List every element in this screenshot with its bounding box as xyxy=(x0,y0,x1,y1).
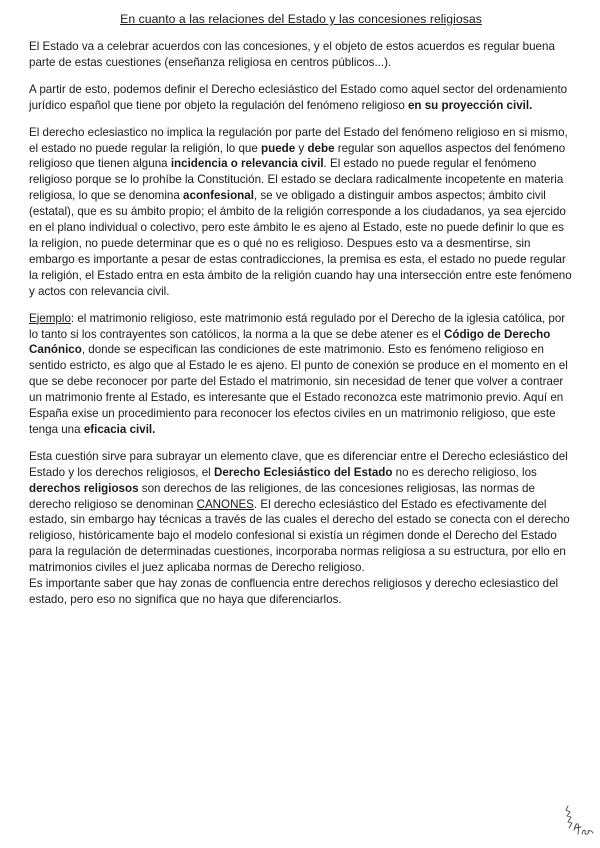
text-run: no es derecho religioso, los xyxy=(392,465,537,479)
paragraph-diferenciar xyxy=(29,449,573,576)
text-run: , donde se especifican las condiciones de este matrimonio. Esto es fenómeno religioso en sentido estricto, es algo que al Estado le es ajeno. El punto de conexión se produce en el momento en el que se debe reconocer por parte del Estado el matrimonio, sin necesidad de tener que volver a contraer un matrimonio frente al Estado, es interesante que el Estado reconozca este matrimonio previo. Aquí en España exise un procedimiento para reconocer los efectos civiles en un matrimonio religioso, que este tenga una xyxy=(29,343,568,436)
bold-eficacia-civil: eficacia civil. xyxy=(83,422,156,436)
text-run: regular son aquellos aspectos del fenómeno religioso que tienen alguna xyxy=(29,141,566,171)
bold-codigo-canonico: Código de Derecho Canónico xyxy=(29,327,551,357)
underline-ejemplo: Ejemplo xyxy=(29,311,71,325)
text-run: y xyxy=(295,141,308,155)
bold-debe: debe xyxy=(307,141,335,155)
text-run: : el matrimonio religioso, este matrimonio está regulado por el Derecho de la iglesia católica, por lo tanto si los contrayentes son católicos, la norma a la que se debe atener es el xyxy=(29,311,566,341)
bold-aconfesional: aconfesional xyxy=(183,189,254,203)
underline-canones: CANONES xyxy=(196,497,254,511)
text-run: , se ve obligado a distinguir ambos aspectos; ámbito civil (estatal), que es su ámbito propio; el ámbito de la religión corresponde a los ciudadanos, ya sea ejercido en el plano individual o colectivo, pero este ámbito le es ajeno al Estado, este no puede definir lo que es la religion, no puede determinar que es o qué no es religioso. Despues esto va a desmentirse, sin embargo es importante a pesar de estas contradicciones, la premisa es esta, el estado no puede regular la religión, el Estado entra en esta ámbito de la religión cuando hay una intersección entre este fenómeno y actos con relevancia civil. xyxy=(29,189,572,298)
document-title: En cuanto a las relaciones del Estado y las concesiones religiosas xyxy=(120,12,482,26)
signature-icon xyxy=(562,800,596,840)
paragraph-acuerdos: El Estado va a celebrar acuerdos con las concesiones, y el objeto de estos acuerdos es regular buena parte de estas cuestiones (enseñanza religiosa en centros públicos...). xyxy=(29,40,555,69)
text-run: son derechos de las religiones, de las concesiones religiosas, las normas de derecho religioso se denominan xyxy=(29,481,535,511)
paragraph-confluencia: Es importante saber que hay zonas de confluencia entre derechos religiosos y derecho eclesiastico del estado, pero eso no significa que no haya que diferenciarlos. xyxy=(29,577,559,606)
paragraph-regulacion xyxy=(29,125,573,300)
text-run: Esta cuestión sirve para subrayar un elemento clave, que es diferenciar entre el Derecho eclesiástico del Estado y los derechos religiosos, el xyxy=(29,449,568,479)
text-run: El derecho eclesiastico no implica la regulación por parte del Estado del fenómeno religioso en si mismo, el estado no puede regular la religión, lo que xyxy=(29,125,568,155)
paragraph-ejemplo xyxy=(29,311,573,438)
bold-proyeccion-civil: en su proyección civil. xyxy=(407,98,533,112)
document-page xyxy=(29,12,573,619)
text-run: A partir de esto, podemos definir el Derecho eclesiástico del Estado como aquel sector del ordenamiento jurídico español que tiene por objeto la regulación del fenómeno religioso xyxy=(29,82,568,112)
bold-derechos-religiosos: derechos religiosos xyxy=(29,481,139,495)
paragraph-definicion xyxy=(29,82,573,114)
bold-derecho-eclesiastico: Derecho Eclesiástico del Estado xyxy=(213,465,393,479)
bold-incidencia: incidencia o relevancia civil xyxy=(170,157,324,171)
bold-puede: puede xyxy=(261,141,296,155)
text-run: . El estado no puede regular el fenómeno religioso porque se lo prohíbe la Constitución. El estado se declara radicalmente incopetente en materia religiosa, lo que se denomina xyxy=(29,157,564,203)
text-run: . El derecho eclesiástico del Estado es efectivamente del estado, sin embargo hay técnicas a través de las cuales el derecho del estado se conecta con el derecho religioso, históricamente bajo el modelo confesional si existía un régimen donde el Derecho del Estado para la regulación de determinadas cuestiones, incorporaba normas religiosa a su estructura, por ello en matrimonios civiles el juez aplicaba normas de Derecho religioso. xyxy=(29,497,570,575)
